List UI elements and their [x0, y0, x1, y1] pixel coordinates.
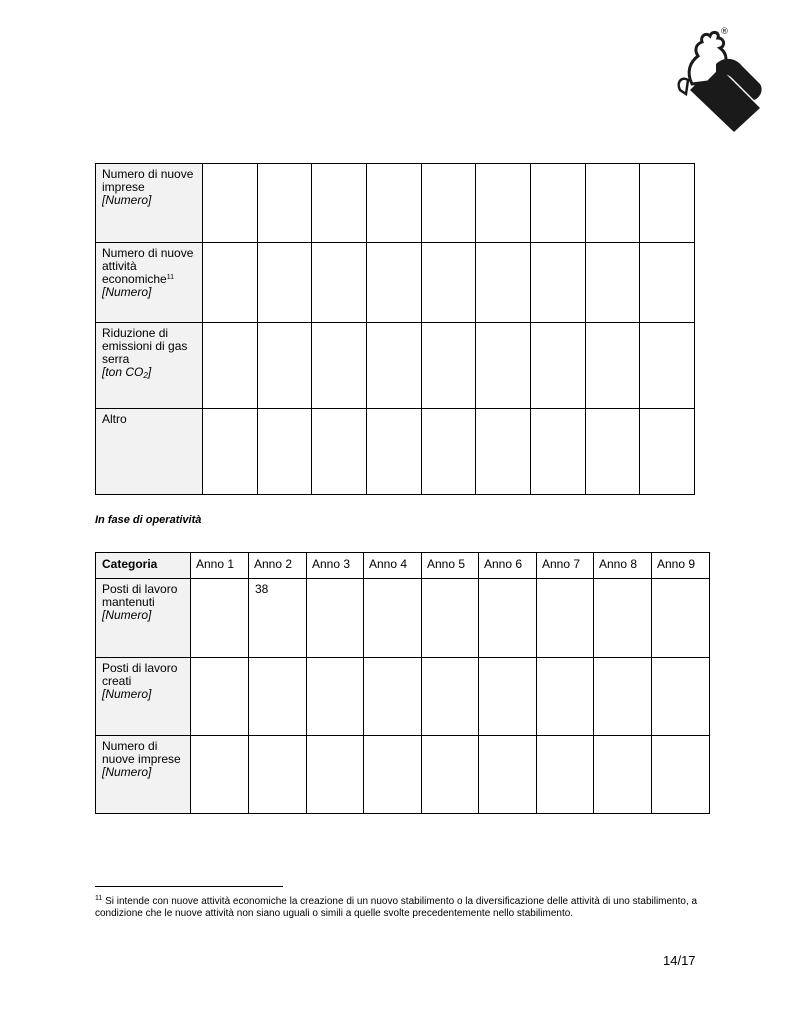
value-cell — [594, 736, 652, 814]
value-cell — [421, 243, 476, 323]
value-cell — [530, 164, 585, 243]
section-title: In fase di operatività — [95, 514, 202, 526]
row-label: Numero di nuove attività economiche — [102, 246, 194, 286]
value-cell — [307, 658, 364, 736]
value-cell — [585, 243, 640, 323]
value-cell — [312, 164, 367, 243]
value-cell — [594, 658, 652, 736]
value-cell — [257, 243, 312, 323]
row-label: Numero di nuove imprese — [102, 167, 194, 194]
header-year: Anno 9 — [652, 553, 710, 579]
row-category-cell — [96, 164, 203, 243]
value-cell — [640, 164, 695, 243]
value-cell — [530, 243, 585, 323]
row-category-cell — [96, 323, 203, 409]
value-cell — [366, 164, 421, 243]
value-cell — [537, 579, 594, 658]
value-cell — [640, 409, 695, 495]
value-cell — [421, 164, 476, 243]
footnote-ref: 11 — [166, 274, 174, 281]
row-label: Posti di lavoro creati — [102, 661, 178, 688]
value-cell — [191, 658, 249, 736]
row-label: Posti di lavoro mantenuti — [102, 582, 178, 609]
value-cell — [479, 579, 537, 658]
row-unit: [Numero] — [102, 608, 152, 622]
value-cell — [203, 409, 258, 495]
value-cell — [652, 579, 710, 658]
header-year: Anno 7 — [537, 553, 594, 579]
value-cell — [476, 164, 531, 243]
row-unit: [Numero] — [102, 765, 152, 779]
value-cell — [257, 164, 312, 243]
value-cell — [476, 243, 531, 323]
value-cell — [422, 658, 479, 736]
footnote-separator — [95, 886, 283, 887]
row-unit: [Numero] — [102, 193, 152, 207]
value-cell — [307, 579, 364, 658]
header-year: Anno 2 — [249, 553, 307, 579]
value-cell — [530, 323, 585, 409]
value-cell — [257, 323, 312, 409]
header-category: Categoria — [96, 553, 191, 579]
value-cell — [640, 323, 695, 409]
value-cell — [594, 579, 652, 658]
value-cell — [364, 579, 422, 658]
header-year: Anno 5 — [422, 553, 479, 579]
value-cell — [257, 409, 312, 495]
table-row — [96, 409, 695, 495]
row-unit: [Numero] — [102, 687, 152, 701]
row-label: Altro — [102, 412, 127, 426]
value-cell — [364, 658, 422, 736]
row-category-cell — [96, 243, 203, 323]
value-cell — [537, 658, 594, 736]
value-cell — [307, 736, 364, 814]
table-row — [96, 736, 710, 814]
value-cell — [585, 323, 640, 409]
value-cell — [366, 323, 421, 409]
row-unit: [ton $CO_2$] — [102, 365, 152, 380]
value-cell — [585, 164, 640, 243]
row-unit: [Numero] — [102, 285, 152, 299]
value-cell — [585, 409, 640, 495]
value-cell — [203, 243, 258, 323]
indicators-table-top — [95, 163, 695, 495]
value-cell — [191, 736, 249, 814]
header-row — [96, 553, 710, 579]
value-cell — [479, 736, 537, 814]
header-year: Anno 4 — [364, 553, 422, 579]
value-cell — [366, 243, 421, 323]
value-cell — [203, 323, 258, 409]
company-logo-icon — [672, 20, 764, 132]
table-row — [96, 164, 695, 243]
value-cell — [191, 579, 249, 658]
header-year: Anno 3 — [307, 553, 364, 579]
value-cell — [652, 736, 710, 814]
value-cell-anno2: 38 — [249, 579, 307, 658]
table-row — [96, 323, 695, 409]
row-category-cell — [96, 736, 191, 814]
value-cell — [422, 736, 479, 814]
table-row — [96, 243, 695, 323]
value-cell — [652, 658, 710, 736]
registered-mark: ® — [720, 27, 729, 37]
footnote — [95, 896, 709, 919]
value-cell — [422, 579, 479, 658]
row-label: Riduzione di emissioni di gas serra — [102, 326, 188, 366]
footnote-number: 11 — [95, 895, 103, 902]
page-number: 14/17 — [663, 953, 696, 968]
value-cell — [476, 409, 531, 495]
row-label: Numero di nuove imprese — [102, 739, 181, 766]
value-cell — [421, 323, 476, 409]
value-cell — [249, 736, 307, 814]
footnote-text: Si intende con nuove attività economiche la creazione di un nuovo stabilimento o la diversificazione delle attività di uno stabilimento, a condizione che le nuove attività non siano uguali o simili a quelle svolte precedentemente nello stabilimento. — [95, 896, 698, 919]
value-cell — [312, 409, 367, 495]
header-year: Anno 8 — [594, 553, 652, 579]
value-cell — [364, 736, 422, 814]
indicators-table-operational — [95, 552, 710, 814]
row-category-cell — [96, 658, 191, 736]
header-year: Anno 6 — [479, 553, 537, 579]
value-cell — [476, 323, 531, 409]
row-category-cell — [96, 409, 203, 495]
value-cell — [366, 409, 421, 495]
header-year: Anno 1 — [191, 553, 249, 579]
value-cell — [537, 736, 594, 814]
table-row — [96, 579, 710, 658]
row-category-cell — [96, 579, 191, 658]
value-cell — [312, 323, 367, 409]
value-cell — [421, 409, 476, 495]
value-cell — [640, 243, 695, 323]
value-cell — [312, 243, 367, 323]
value-cell — [203, 164, 258, 243]
table-row — [96, 658, 710, 736]
value-cell — [479, 658, 537, 736]
value-cell — [249, 658, 307, 736]
value-cell — [530, 409, 585, 495]
